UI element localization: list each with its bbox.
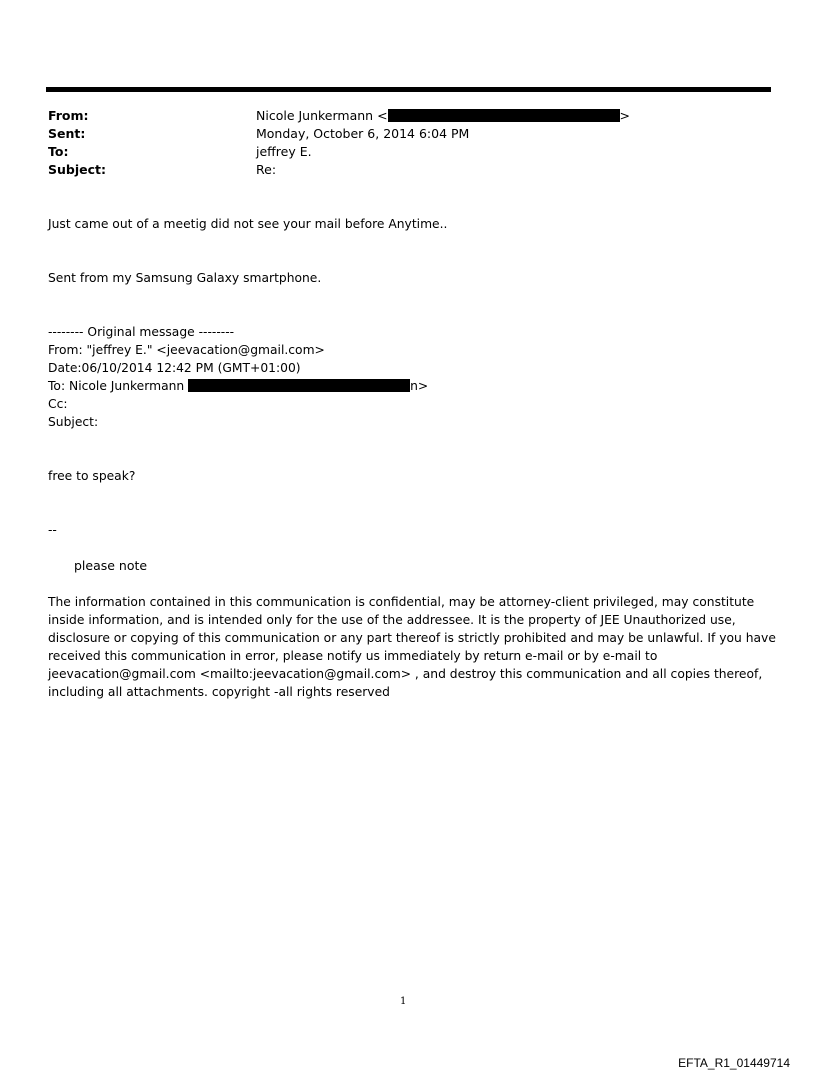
- to-label: To:: [48, 144, 69, 159]
- disclaimer-line: The information contained in this communication is confidential, may be attorney-client privileged, may constitute: [48, 595, 755, 609]
- from-label: From:: [48, 108, 89, 123]
- disclaimer: [48, 593, 776, 701]
- subject-label: Subject:: [48, 162, 106, 177]
- original-to-end: n>: [410, 379, 429, 393]
- original-from: From: "jeffrey E." <jeevacation@gmail.com>: [48, 343, 325, 357]
- signature-dashes: --: [48, 523, 57, 537]
- original-cc: Cc:: [48, 397, 68, 411]
- original-to: [48, 377, 428, 395]
- disclaimer-line: received this communication in error, please notify us immediately by return e-mail or by e-mail to: [48, 649, 658, 663]
- redaction-bar: [388, 109, 620, 122]
- page-number: 1: [400, 996, 407, 1007]
- from-value-end: >: [619, 108, 631, 123]
- reply-signature: Sent from my Samsung Galaxy smartphone.: [48, 271, 322, 285]
- header-rule: [46, 87, 771, 92]
- from-name: Nicole Junkermann <: [256, 108, 388, 123]
- redaction-bar: [188, 379, 410, 392]
- disclaimer-line: jeevacation@gmail.com <mailto:jeevacation@gmail.com> , and destroy this communication and all copies thereof,: [48, 667, 763, 681]
- original-separator: -------- Original message --------: [48, 325, 235, 339]
- to-value: jeffrey E.: [256, 144, 312, 159]
- original-subject: Subject:: [48, 415, 99, 429]
- subject-value: Re:: [256, 162, 277, 177]
- document-id: EFTA_R1_01449714: [678, 1056, 790, 1070]
- original-to-start: To: Nicole Junkermann: [48, 379, 185, 393]
- disclaimer-line: including all attachments. copyright -all rights reserved: [48, 685, 390, 699]
- sent-value: Monday, October 6, 2014 6:04 PM: [256, 126, 470, 141]
- reply-message: Just came out of a meetig did not see your mail before Anytime..: [48, 217, 448, 231]
- original-body: free to speak?: [48, 469, 136, 483]
- please-note: please note: [74, 558, 148, 573]
- original-date: Date:06/10/2014 12:42 PM (GMT+01:00): [48, 361, 301, 375]
- sent-label: Sent:: [48, 126, 86, 141]
- disclaimer-line: disclosure or copying of this communication or any part thereof is strictly prohibited and may be unlawful. If you have: [48, 631, 776, 645]
- from-value: [256, 107, 630, 125]
- disclaimer-line: inside information, and is intended only for the use of the addressee. It is the property of JEE Unauthorized use,: [48, 613, 736, 627]
